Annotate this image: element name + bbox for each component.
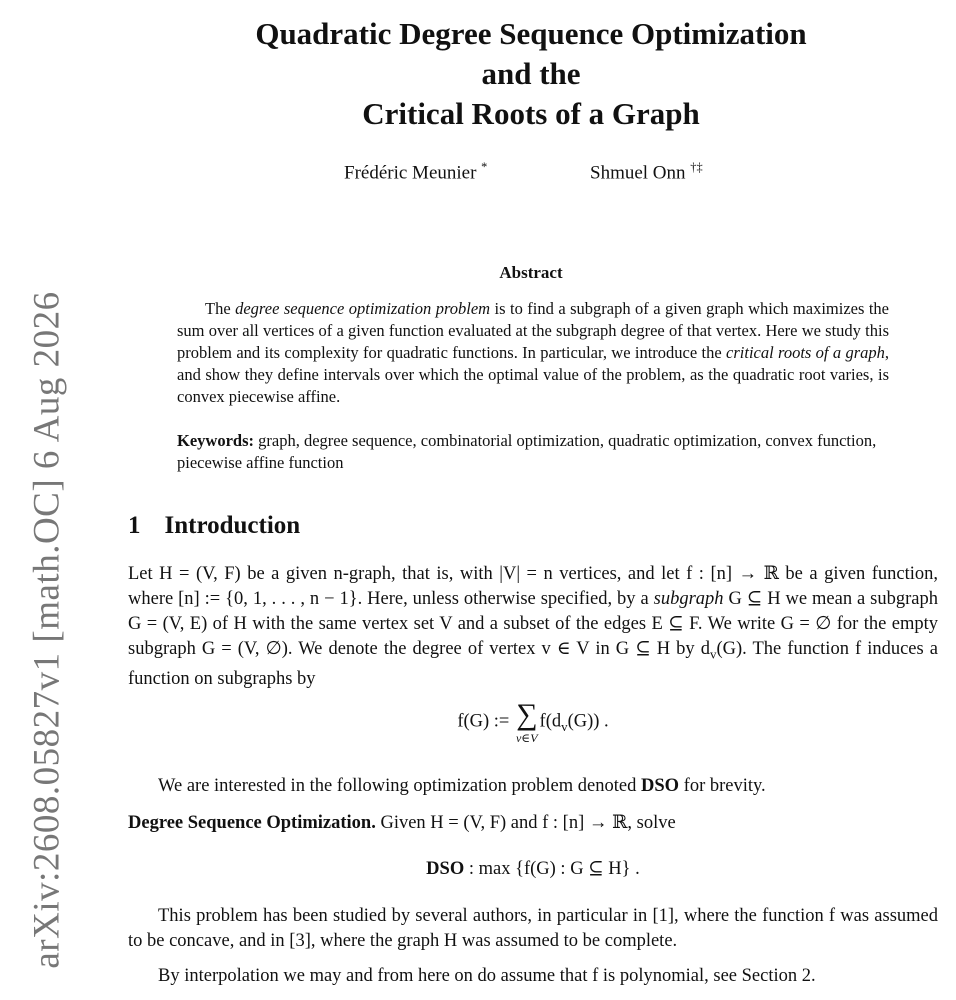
equation-left: f(G) := [457, 711, 510, 732]
author-1 [344, 160, 487, 184]
author-mark: * [481, 160, 488, 174]
intro-paragraph-2 [128, 774, 938, 799]
abstract-body [177, 298, 889, 408]
arxiv-identifier: arXiv:2608.05827v1 [math.OC] 6 Aug 2026 [26, 291, 68, 969]
subscript: v [561, 718, 568, 734]
equation-text: : max {f(G) : G ⊆ H} . [464, 859, 640, 879]
paragraph-text: G ⊆ H we mean a subgraph G = (V, E) of H with the same vertex set V and a subset of the edges E ⊆ F. We write G = ∅ for the empty subgraph G = (V, ∅). We denote the degree of vertex v ∈ V in G ⊆ H by d [128, 589, 938, 659]
abstract-emphasis: critical roots of a graph [726, 343, 885, 362]
abstract-text: , and show they define intervals over which the optimal value of the problem, as the quadratic root varies, is convex piecewise affine. [177, 343, 889, 406]
paragraph-text: We are interested in the following optimization problem denoted [158, 776, 641, 796]
abstract-text: The [205, 299, 236, 318]
paragraph-bold: DSO [640, 776, 680, 796]
intro-paragraph-3: This problem has been studied by several authors, in particular in [1], where the function f was assumed to be concave, and in [3], where the graph H was assumed to be complete. [128, 906, 938, 951]
paragraph-emphasis: subgraph [653, 589, 724, 609]
keywords-text: graph, degree sequence, combinatorial optimization, quadratic optimization, convex function, piecewise affine function [177, 431, 877, 472]
paragraph-text: Let H = (V, F) be a given n-graph, that is, with |V| = n vertices, and let f : [n] → ℝ be a given function, where [n] := {0, 1, . . . , n − 1}. Here, unless otherwise specified, by a [128, 564, 938, 609]
equation-2 [128, 857, 938, 882]
equation-right-end: (G)) . [567, 711, 609, 732]
title-line-1: Quadratic Degree Sequence Optimization [255, 16, 807, 51]
abstract-text: is to find a subgraph of a given graph which maximizes the sum over all vertices of a given function evaluated at the subgraph degree of that vertex. Here we study this problem and its complexity for quadratic functions. In particular, we introduce the [177, 299, 889, 362]
keywords-label: Keywords: [177, 431, 254, 450]
author-name: Shmuel Onn [590, 162, 686, 184]
author-name: Frédéric Meunier [344, 162, 477, 184]
keywords [177, 430, 889, 474]
definition-paragraph [128, 811, 938, 836]
section-number: 1 [128, 512, 141, 539]
paper-title [150, 14, 912, 134]
equation-right: f(d [539, 711, 562, 732]
abstract-emphasis: degree sequence optimization problem [235, 299, 491, 318]
title-line-3: Critical Roots of a Graph [362, 96, 700, 131]
definition-label: Degree Sequence Optimization. [128, 813, 376, 833]
subscript: v [709, 646, 717, 662]
sum-symbol: ∑ v∈V [515, 698, 538, 745]
sum-index: v∈V [515, 731, 538, 745]
equation-1 [128, 700, 938, 744]
abstract-heading: Abstract [499, 263, 563, 282]
section-title: Introduction [164, 512, 301, 539]
author-mark: †‡ [690, 160, 703, 174]
intro-paragraph-4: By interpolation we may and from here on do assume that f is polynomial, see Section 2. [158, 966, 816, 986]
paragraph-text: Given H = (V, F) and f : [n] → ℝ, solve [375, 813, 676, 833]
author-2 [590, 160, 703, 184]
paragraph-text: for brevity. [679, 776, 766, 796]
title-line-2: and the [481, 56, 581, 91]
section-heading [128, 512, 300, 540]
paragraph-text: (G). The function f induces a function on subgraphs by [128, 639, 938, 689]
equation-label: DSO [426, 859, 465, 879]
intro-paragraph-1 [128, 562, 938, 692]
